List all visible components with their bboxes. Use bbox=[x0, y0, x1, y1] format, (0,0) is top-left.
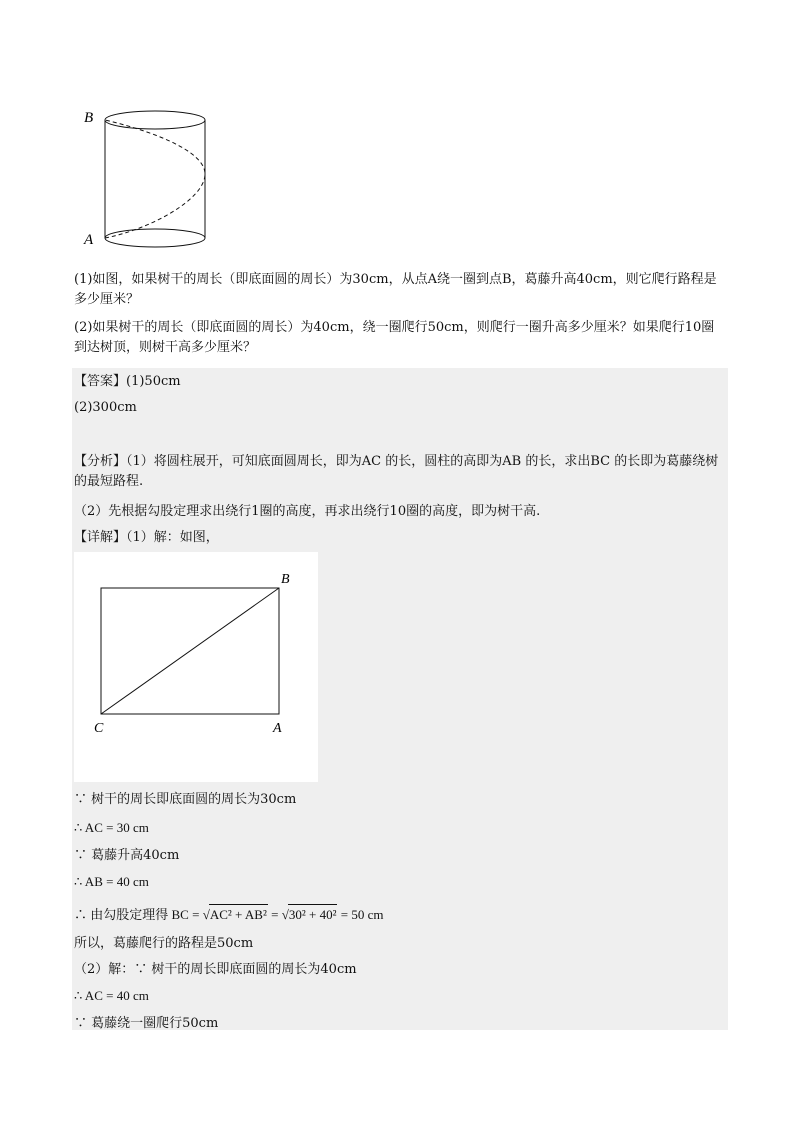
rectangle-diagram bbox=[74, 552, 318, 782]
bottom-ellipse-back bbox=[105, 229, 205, 238]
answer-line-1 bbox=[74, 372, 181, 392]
analysis-label: 【分析】 bbox=[74, 454, 127, 469]
cylinder-diagram bbox=[78, 100, 218, 250]
step-9: ∵ 葛藤绕一圈爬行50cm bbox=[74, 1016, 219, 1031]
sqrt-expression-1: AC² + AB² bbox=[209, 904, 268, 925]
label-b: B bbox=[281, 572, 290, 587]
step-5-suffix: = 50 cm bbox=[337, 907, 384, 922]
step-4: ∴ AB = 40 cm bbox=[74, 874, 149, 889]
step-3: ∵ 葛藤升高40cm bbox=[74, 848, 180, 863]
analysis-text-1: （1）将圆柱展开，可知底面圆周长，即为AC 的长，圆柱的高即为AB 的长，求出BC 的长即为葛藤绕树的最短路程. bbox=[74, 454, 719, 489]
diagonal-bc bbox=[101, 588, 279, 714]
question-2: (2)如果树干的周长（即底面圆的周长）为40cm，绕一圈爬行50cm，则爬行一圈升高多少厘米？如果爬行10圈到达树顶，则树干高多少厘米？ bbox=[74, 320, 715, 355]
analysis-line-1 bbox=[74, 452, 726, 492]
answer-2: (2)300cm bbox=[74, 400, 137, 415]
sqrt-expression-2: 30² + 40² bbox=[288, 904, 338, 925]
step-5: ∴ 由勾股定理得 BC = √AC² + AB² = √30² + 40² = 50 cm bbox=[74, 904, 383, 925]
detail-line bbox=[74, 528, 219, 548]
unrolled-rectangle-figure bbox=[74, 552, 318, 782]
detail-intro: （1）解：如图， bbox=[126, 530, 219, 545]
label-c: C bbox=[94, 721, 104, 736]
question-1: (1)如图，如果树干的周长（即底面圆的周长）为30cm，从点A绕一圈到点B，葛藤升高40cm，则它爬行路程是多少厘米？ bbox=[74, 272, 717, 307]
step-1: ∵ 树干的周长即底面圆的周长为30cm bbox=[74, 792, 297, 807]
label-b: B bbox=[84, 110, 94, 126]
bottom-ellipse-front bbox=[105, 238, 205, 247]
answer-label: 【答案】 bbox=[74, 374, 127, 389]
step-2: ∴ AC = 30 cm bbox=[74, 820, 149, 835]
step-5-eq: = bbox=[267, 907, 282, 922]
top-ellipse bbox=[105, 111, 205, 129]
label-a: A bbox=[273, 721, 282, 736]
step-5-prefix: ∴ 由勾股定理得 BC = bbox=[74, 907, 203, 922]
step-7: （2）解：∵ 树干的周长即底面圆的周长为40cm bbox=[74, 962, 357, 977]
spiral-path bbox=[105, 120, 205, 238]
cylinder-figure bbox=[78, 100, 218, 250]
step-6: 所以，葛藤爬行的路程是50cm bbox=[74, 936, 254, 951]
step-8: ∴ AC = 40 cm bbox=[74, 988, 149, 1003]
label-a: A bbox=[84, 232, 94, 248]
answer-1: (1)50cm bbox=[126, 374, 181, 389]
analysis-line-2: （2）先根据勾股定理求出绕行1圈的高度，再求出绕行10圈的高度，即为树干高. bbox=[74, 504, 541, 519]
detail-label: 【详解】 bbox=[74, 530, 127, 545]
